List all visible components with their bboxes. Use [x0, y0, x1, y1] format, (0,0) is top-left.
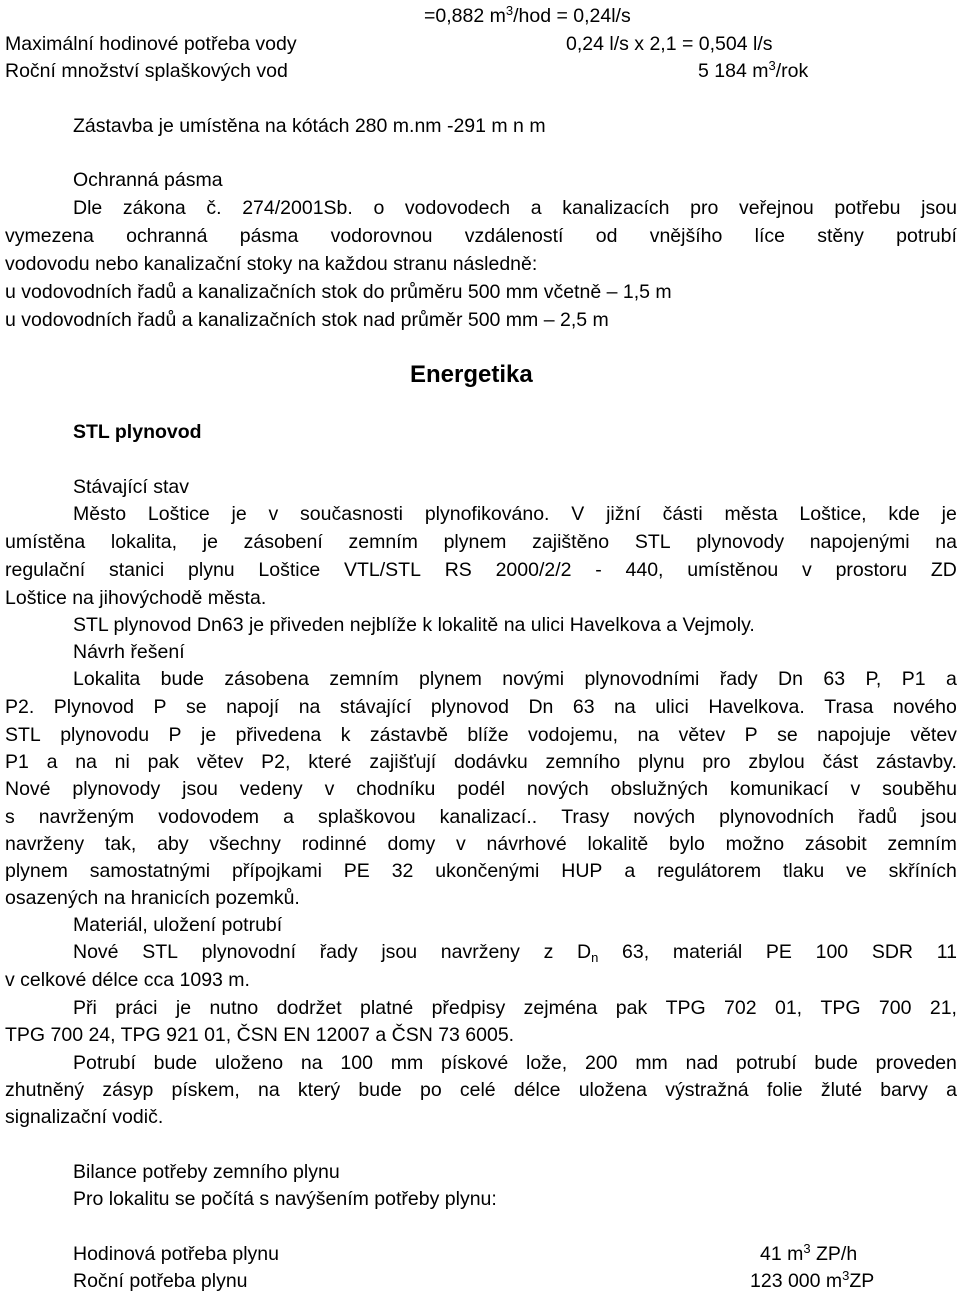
word: zástavby.	[875, 751, 957, 773]
word: Loštice	[258, 559, 321, 581]
word: podél	[457, 778, 505, 800]
word: vedeny	[239, 778, 303, 800]
proposal-line-7	[5, 833, 957, 855]
word: 11	[936, 941, 957, 963]
annual-sewage-label: Roční množství splaškových vod	[5, 60, 288, 82]
current-line-4: Loštice na jihovýchodě města.	[5, 587, 267, 609]
word: Havelkova.	[708, 696, 805, 718]
regs-line-2: TPG 700 24, TPG 921 01, ČSN EN 12007 a ČSN 73 6005.	[5, 1024, 515, 1046]
word: veřejnou	[738, 197, 814, 219]
word: části	[662, 503, 703, 525]
current-line-1	[73, 503, 957, 525]
word: zbylou	[748, 751, 805, 773]
word: k	[340, 724, 351, 746]
word: plynovody	[696, 531, 785, 553]
word: 63,	[622, 941, 650, 963]
word: plynovody	[72, 778, 161, 800]
word: zástavbě	[369, 724, 448, 746]
current-state-heading: Stávající stav	[73, 476, 189, 498]
word: na	[258, 1079, 280, 1101]
word: Potrubí	[73, 1052, 136, 1074]
proposal-line-4	[5, 751, 957, 773]
max-water-demand-label: Maximální hodinové potřeba vody	[5, 33, 297, 55]
word: plynu	[188, 559, 235, 581]
word: plynem	[419, 668, 482, 690]
word: část	[822, 751, 859, 773]
word: líce	[754, 225, 785, 247]
word: SDR	[871, 941, 913, 963]
gas-balance-heading: Bilance potřeby zemního plynu	[73, 1161, 340, 1183]
protection-heading: Ochranná pásma	[73, 169, 223, 191]
word: potrubí	[896, 225, 957, 247]
protection-line-4: u vodovodních řadů a kanalizačních stok do průměru 500 mm včetně – 1,5 m	[5, 281, 672, 303]
word: zemním	[329, 668, 399, 690]
word: mm	[390, 1052, 424, 1074]
word: 440,	[625, 559, 664, 581]
word: Lokalita	[73, 668, 141, 690]
word: v	[456, 833, 466, 855]
word: uložena	[578, 1079, 647, 1101]
hourly-gas-label: Hodinová potřeba plynu	[73, 1243, 279, 1265]
word: potrubí	[735, 1052, 797, 1074]
word: chodníku	[356, 778, 436, 800]
word: lože,	[526, 1052, 568, 1074]
word: vymezena	[5, 225, 94, 247]
word: Trasy	[561, 806, 610, 828]
word: jižní	[606, 503, 641, 525]
word: skříních	[888, 860, 957, 882]
material-heading: Materiál, uložení potrubí	[73, 914, 283, 936]
word: kanalizacích	[562, 197, 670, 219]
annual-sewage-value: 5 184 $m^3$/rok	[698, 58, 809, 82]
word: a	[530, 197, 542, 219]
word: řady	[319, 941, 358, 963]
word: plynovodních	[719, 806, 835, 828]
word: a	[945, 668, 957, 690]
word: 702	[724, 997, 757, 1019]
word: Nové	[73, 941, 119, 963]
word: přípojkami	[231, 860, 322, 882]
word: obslužných	[610, 778, 709, 800]
word: -	[595, 559, 602, 581]
word: tlaku	[783, 860, 825, 882]
word: 100	[815, 941, 849, 963]
word: Nové	[5, 778, 51, 800]
protection-line-1	[73, 197, 957, 219]
protection-line-5: u vodovodních řadů a kanalizačních stok nad průměr 500 mm – 2,5 m	[5, 309, 609, 331]
word: napojenými	[809, 531, 910, 553]
word: 01,	[774, 997, 803, 1019]
word: řadů	[858, 806, 898, 828]
word: na	[637, 724, 660, 746]
word: pískem,	[171, 1079, 240, 1101]
word: ukončenými	[435, 860, 540, 882]
word: na	[935, 531, 957, 553]
pipe-line-3: signalizační vodič.	[5, 1106, 164, 1128]
word: zemního	[545, 751, 621, 773]
word: 274/2001Sb.	[242, 197, 353, 219]
word: navrženy	[5, 833, 85, 855]
word: možno	[725, 833, 785, 855]
word: města	[724, 503, 778, 525]
word: rodinné	[301, 833, 367, 855]
word: bude	[160, 668, 204, 690]
word: potřebu	[834, 197, 901, 219]
word: v	[802, 559, 812, 581]
word: domy	[387, 833, 436, 855]
annual-gas-label: Roční potřeba plynu	[73, 1270, 248, 1292]
word: regulační	[5, 559, 86, 581]
word: materiál	[672, 941, 743, 963]
word: ochranná	[126, 225, 208, 247]
word: Loštice	[147, 503, 210, 525]
word: o	[373, 197, 385, 219]
word: délce	[513, 1079, 561, 1101]
word: stěny	[817, 225, 864, 247]
word: TPG	[665, 997, 706, 1019]
word: č.	[206, 197, 222, 219]
word: navrženy	[440, 941, 520, 963]
word: plynem	[443, 531, 507, 553]
word: zásyp	[102, 1079, 154, 1101]
word: 21,	[929, 997, 957, 1019]
water-hourly-value: =0,882 $m^3$/hod = 0,24l/s	[424, 3, 631, 27]
word: aby	[157, 833, 189, 855]
word: zemním	[348, 531, 418, 553]
word: zhutněný	[5, 1079, 85, 1101]
word: STL	[5, 724, 41, 746]
word: Loštice,	[799, 503, 867, 525]
word: Dle	[73, 197, 103, 219]
word: vodojemu,	[528, 724, 619, 746]
elevation-text: Zástavba je umístěna na kótách 280 m.nm -291 m n m	[73, 115, 546, 137]
word: 32	[391, 860, 414, 882]
word: je	[941, 503, 957, 525]
word: nových	[633, 806, 696, 828]
word: na	[298, 696, 321, 718]
word: V	[571, 503, 585, 525]
word: plynovodní	[201, 941, 296, 963]
word: zajištěno	[532, 531, 610, 553]
word: nových	[526, 778, 589, 800]
word: který	[297, 1079, 341, 1101]
word: se	[777, 724, 798, 746]
word: 700	[878, 997, 912, 1019]
current-line-3	[5, 559, 957, 581]
word: žluté	[820, 1079, 863, 1101]
regs-line-1	[73, 997, 957, 1019]
word: pak	[615, 997, 648, 1019]
word: a	[46, 751, 58, 773]
word: vodorovnou	[330, 225, 433, 247]
word: Při	[73, 997, 97, 1019]
word: barvy	[880, 1079, 928, 1101]
word: ni	[114, 751, 130, 773]
word: umístěnou	[687, 559, 779, 581]
word: je	[175, 997, 192, 1019]
proposal-line-8	[5, 860, 957, 882]
word: P2.	[5, 696, 35, 718]
word: tak,	[104, 833, 137, 855]
current-line-5: STL plynovod Dn63 je přiveden nejblíže k lokalitě na ulici Havelkova a Vejmoly.	[73, 614, 755, 636]
word: stanici	[108, 559, 165, 581]
word: je	[231, 503, 247, 525]
word: vodovodech	[404, 197, 511, 219]
word: P1	[901, 668, 926, 690]
word: nutno	[209, 997, 259, 1019]
word: RS	[444, 559, 472, 581]
word: souběhu	[882, 778, 957, 800]
hourly-gas-value: 41 $m^3$ ZP/h	[760, 1241, 858, 1265]
word: řady	[719, 668, 758, 690]
word: zásobení	[243, 531, 323, 553]
word: P1	[5, 751, 29, 773]
word: novými	[502, 668, 565, 690]
word: P	[153, 696, 167, 718]
word: bude	[153, 1052, 198, 1074]
word: stávající	[339, 696, 412, 718]
protection-line-3: vodovodu nebo kanalizační stoky na každou stranu následně:	[5, 253, 538, 275]
word: zásobit	[804, 833, 867, 855]
word: plynofikováno.	[424, 503, 550, 525]
word: PE	[765, 941, 792, 963]
word: lokalitě	[587, 833, 649, 855]
word: plynu	[638, 751, 685, 773]
protection-line-2	[5, 225, 957, 247]
word: vzdáleností	[464, 225, 564, 247]
word: dodávku	[453, 751, 528, 773]
word: folie	[766, 1079, 803, 1101]
word: jsou	[921, 197, 957, 219]
word: napojuje	[817, 724, 891, 746]
proposal-line-5	[5, 778, 957, 800]
proposal-line-6	[5, 806, 957, 828]
word: splаškovou	[318, 806, 416, 828]
word: větev	[910, 724, 957, 746]
word: zásobena	[224, 668, 309, 690]
word: platné	[360, 997, 414, 1019]
word: nad	[685, 1052, 719, 1074]
word: uloženo	[214, 1052, 284, 1074]
word: STL	[142, 941, 178, 963]
word: nového	[892, 696, 957, 718]
word: které	[308, 751, 352, 773]
word: TPG	[820, 997, 861, 1019]
word: pak	[147, 751, 180, 773]
section-heading-energetika: Energetika	[410, 361, 533, 388]
word: z	[543, 941, 554, 963]
word: zajišťují	[369, 751, 437, 773]
word: je	[201, 724, 217, 746]
word: zákona	[122, 197, 186, 219]
proposal-line-3	[5, 724, 957, 746]
word: dodržet	[276, 997, 342, 1019]
word: předpisy	[431, 997, 506, 1019]
word: v	[850, 778, 861, 800]
word: navrženým	[38, 806, 135, 828]
word: se	[185, 696, 207, 718]
word: STL	[634, 531, 671, 553]
word: a	[946, 1079, 957, 1101]
word: Dn	[778, 668, 803, 690]
word: v	[324, 778, 335, 800]
word: komunikací	[730, 778, 829, 800]
word: regulátorem	[657, 860, 762, 882]
gas-balance-intro: Pro lokalitu se počítá s navýšením potřeby plynu:	[73, 1188, 497, 1210]
proposal-line-2	[5, 696, 957, 718]
word: vodovodem	[158, 806, 260, 828]
word: jsou	[921, 806, 957, 828]
word: s	[5, 806, 15, 828]
word: P	[168, 724, 182, 746]
word: P	[744, 724, 758, 746]
word: P2,	[261, 751, 291, 773]
word: a	[283, 806, 294, 828]
word: plynovod	[430, 696, 509, 718]
word: všechny	[209, 833, 281, 855]
word: prostoru	[835, 559, 908, 581]
material-line-1	[73, 941, 957, 963]
pipe-line-1	[73, 1052, 957, 1074]
word: HUP	[561, 860, 603, 882]
material-line-2: v celkové délce cca 1093 m.	[5, 969, 250, 991]
max-water-demand-value: 0,24 l/s x 2,1 = 0,504 l/s	[566, 33, 773, 55]
word: 100	[340, 1052, 373, 1074]
word: bude	[358, 1079, 402, 1101]
word: samostatnými	[89, 860, 211, 882]
word: větev	[678, 724, 726, 746]
word: $D_n$	[577, 941, 599, 965]
word: blíže	[467, 724, 509, 746]
word: Dn	[528, 696, 554, 718]
word: vnějšího	[649, 225, 723, 247]
word: 63	[823, 668, 846, 690]
pipe-line-2	[5, 1079, 957, 1101]
word: mm	[635, 1052, 668, 1074]
word: pískové	[441, 1052, 509, 1074]
word: od	[595, 225, 618, 247]
word: je	[202, 531, 218, 553]
word: Plynovod	[53, 696, 134, 718]
word: umístěna	[5, 531, 86, 553]
word: návrhové	[486, 833, 567, 855]
word: větev	[196, 751, 244, 773]
word: a	[624, 860, 636, 882]
word: výstražná	[665, 1079, 749, 1101]
word: celé	[459, 1079, 496, 1101]
word: 2000/2/2	[495, 559, 572, 581]
annual-gas-value: 123 000 $m^3ZP$	[750, 1268, 875, 1292]
word: proveden	[875, 1052, 957, 1074]
subsection-heading-stl-plynovod: STL plynovod	[73, 421, 202, 443]
word: kanalizací..	[439, 806, 538, 828]
proposal-line-9: osazených na hranicích pozemků.	[5, 887, 300, 909]
word: plynovodu	[60, 724, 150, 746]
word: 200	[584, 1052, 618, 1074]
word: VTL/STL	[343, 559, 421, 581]
word: pásma	[239, 225, 299, 247]
word: ZD	[930, 559, 957, 581]
proposal-heading: Návrh řešení	[73, 641, 185, 663]
word: současnosti	[300, 503, 404, 525]
word: plynovodními	[584, 668, 700, 690]
word: lokalita,	[110, 531, 178, 553]
word: PE	[343, 860, 370, 882]
current-line-2	[5, 531, 957, 553]
word: kde	[888, 503, 920, 525]
word: pro	[702, 751, 731, 773]
word: na	[75, 751, 97, 773]
word: jsou	[381, 941, 418, 963]
word: ulici	[655, 696, 689, 718]
word: ve	[846, 860, 867, 882]
word: pro	[690, 197, 719, 219]
word: přivedena	[235, 724, 322, 746]
word: Trasa	[824, 696, 874, 718]
word: zejména	[523, 997, 598, 1019]
word: zemním	[887, 833, 957, 855]
proposal-line-1	[73, 668, 957, 690]
word: bude	[814, 1052, 858, 1074]
word: P,	[865, 668, 882, 690]
word: bylo	[669, 833, 705, 855]
word: 63	[572, 696, 595, 718]
word: plynem	[5, 860, 68, 882]
word: napojí	[226, 696, 280, 718]
word: v	[268, 503, 279, 525]
word: na	[300, 1052, 323, 1074]
word: po	[419, 1079, 442, 1101]
word: Město	[73, 503, 127, 525]
word: jsou	[182, 778, 218, 800]
word: na	[614, 696, 636, 718]
word: práci	[115, 997, 158, 1019]
